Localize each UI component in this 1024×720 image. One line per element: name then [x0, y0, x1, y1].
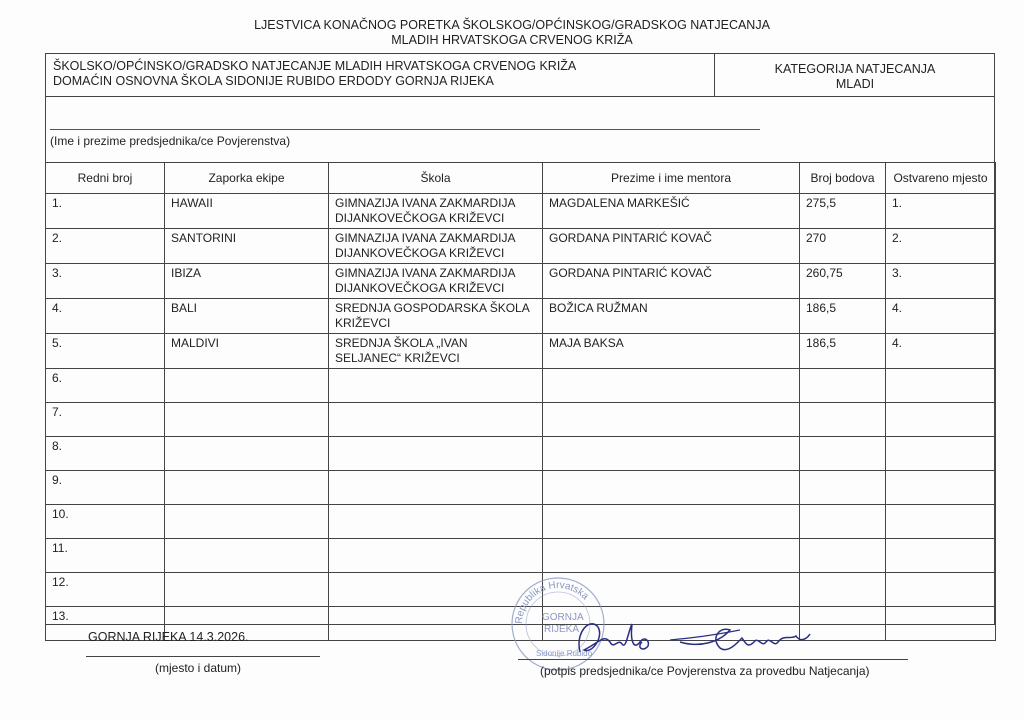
col-header-no: Redni broj — [46, 163, 165, 194]
cell-school — [329, 471, 543, 505]
cell-no: 3. — [46, 264, 165, 299]
cell-no: 1. — [46, 194, 165, 229]
document-title — [0, 18, 1024, 48]
svg-text:GORNJA: GORNJA — [542, 612, 584, 623]
cell-mentor: GORDANA PINTARIĆ KOVAČ — [543, 229, 800, 264]
cell-place — [886, 505, 996, 539]
title-line-1: LJESTVICA KONAČNOG PORETKA ŠKOLSKOG/OPĆINSKOG/GRADSKOG NATJECANJA — [254, 18, 770, 32]
cell-team: BALI — [165, 299, 329, 334]
signature-line — [518, 659, 908, 660]
cell-mentor — [543, 505, 800, 539]
table-row — [46, 264, 996, 299]
cell-team: HAWAII — [165, 194, 329, 229]
cell-place — [886, 369, 996, 403]
cell-no: 5. — [46, 334, 165, 369]
cell-mentor: MAJA BAKSA — [543, 334, 800, 369]
table-row — [46, 437, 996, 471]
competition-name: ŠKOLSKO/OPĆINSKO/GRADSKO NATJECANJE MLADIH HRVATSKOGA CRVENOG KRIŽA — [53, 59, 577, 73]
results-table — [45, 162, 996, 641]
cell-no: 2. — [46, 229, 165, 264]
cell-mentor: GORDANA PINTARIĆ KOVAČ — [543, 264, 800, 299]
col-header-mentor: Prezime i ime mentora — [543, 163, 800, 194]
cell-no: 12. — [46, 573, 165, 607]
table-row — [46, 194, 996, 229]
cell-place — [886, 607, 996, 641]
svg-text:RIJEKA: RIJEKA — [544, 624, 580, 635]
cell-team: MALDIVI — [165, 334, 329, 369]
title-line-2: MLADIH HRVATSKOGA CRVENOG KRIŽA — [391, 33, 633, 47]
cell-place — [886, 573, 996, 607]
cell-school — [329, 369, 543, 403]
chair-name-line — [50, 129, 760, 130]
cell-school: SREDNJA ŠKOLA „IVAN SELJANEC“ KRIŽEVCI — [329, 334, 543, 369]
table-row — [46, 505, 996, 539]
cell-team — [165, 471, 329, 505]
cell-mentor — [543, 471, 800, 505]
cell-no: 9. — [46, 471, 165, 505]
table-header-row — [46, 163, 996, 194]
cell-points — [800, 573, 886, 607]
cell-no: 8. — [46, 437, 165, 471]
cell-mentor — [543, 437, 800, 471]
signature — [570, 612, 830, 662]
cell-team — [165, 573, 329, 607]
category-label: KATEGORIJA NATJECANJA — [774, 62, 936, 76]
cell-points — [800, 539, 886, 573]
cell-points: 270 — [800, 229, 886, 264]
cell-place — [886, 403, 996, 437]
cell-points: 186,5 — [800, 299, 886, 334]
svg-text:Sidonije Rubido: Sidonije Rubido — [536, 649, 593, 658]
table-row — [46, 539, 996, 573]
cell-place: 3. — [886, 264, 996, 299]
cell-team — [165, 505, 329, 539]
table-row — [46, 229, 996, 264]
col-header-team: Zaporka ekipe — [165, 163, 329, 194]
cell-mentor — [543, 369, 800, 403]
cell-mentor: BOŽICA RUŽMAN — [543, 299, 800, 334]
cell-school: GIMNAZIJA IVANA ZAKMARDIJA DIJANKOVEČKOGA KRIŽEVCI — [329, 194, 543, 229]
cell-place — [886, 539, 996, 573]
cell-points: 186,5 — [800, 334, 886, 369]
cell-no: 11. — [46, 539, 165, 573]
table-row — [46, 299, 996, 334]
cell-team: IBIZA — [165, 264, 329, 299]
cell-no: 7. — [46, 403, 165, 437]
cell-team: SANTORINI — [165, 229, 329, 264]
cell-place: 2. — [886, 229, 996, 264]
table-row — [46, 334, 996, 369]
place-date-caption: (mjesto i datum) — [155, 661, 242, 675]
cell-school: GIMNAZIJA IVANA ZAKMARDIJA DIJANKOVEČKOGA KRIŽEVCI — [329, 264, 543, 299]
competition-info — [45, 53, 715, 97]
cell-place: 4. — [886, 299, 996, 334]
table-row — [46, 403, 996, 437]
category-value: MLADI — [835, 77, 875, 91]
category-box — [715, 53, 995, 97]
cell-school — [329, 539, 543, 573]
cell-points — [800, 505, 886, 539]
cell-points — [800, 437, 886, 471]
col-header-place: Ostvareno mjesto — [886, 163, 996, 194]
host-school: DOMAĆIN OSNOVNA ŠKOLA SIDONIJE RUBIDO ERDODY GORNJA RIJEKA — [53, 74, 494, 88]
cell-points: 275,5 — [800, 194, 886, 229]
cell-team — [165, 437, 329, 471]
cell-no: 4. — [46, 299, 165, 334]
cell-points — [800, 403, 886, 437]
cell-mentor: MAGDALENA MARKEŠIĆ — [543, 194, 800, 229]
signature-caption: (potpis predsjednika/ce Povjerenstva za provedbu Natjecanja) — [540, 664, 870, 678]
cell-place: 4. — [886, 334, 996, 369]
cell-school — [329, 437, 543, 471]
cell-points — [800, 471, 886, 505]
place-date-line — [86, 656, 320, 657]
chair-name-caption: (Ime i prezime predsjednika/ce Povjerenstva) — [50, 134, 291, 148]
cell-school: SREDNJA GOSPODARSKA ŠKOLA KRIŽEVCI — [329, 299, 543, 334]
table-row — [46, 369, 996, 403]
cell-team — [165, 539, 329, 573]
cell-points: 260,75 — [800, 264, 886, 299]
place-date-value: GORNJA RIJEKA 14.3.2026. — [88, 630, 249, 644]
cell-place — [886, 437, 996, 471]
cell-no: 13. — [46, 607, 165, 641]
cell-team — [165, 369, 329, 403]
col-header-points: Broj bodova — [800, 163, 886, 194]
cell-school: GIMNAZIJA IVANA ZAKMARDIJA DIJANKOVEČKOGA KRIŽEVCI — [329, 229, 543, 264]
cell-mentor — [543, 403, 800, 437]
cell-no: 10. — [46, 505, 165, 539]
table-row — [46, 471, 996, 505]
cell-mentor — [543, 539, 800, 573]
cell-place — [886, 471, 996, 505]
cell-points — [800, 369, 886, 403]
col-header-school: Škola — [329, 163, 543, 194]
cell-team — [165, 403, 329, 437]
cell-school — [329, 403, 543, 437]
cell-place: 1. — [886, 194, 996, 229]
svg-text:Republika Hrvatska: Republika Hrvatska — [513, 579, 591, 625]
cell-school — [329, 505, 543, 539]
cell-no: 6. — [46, 369, 165, 403]
